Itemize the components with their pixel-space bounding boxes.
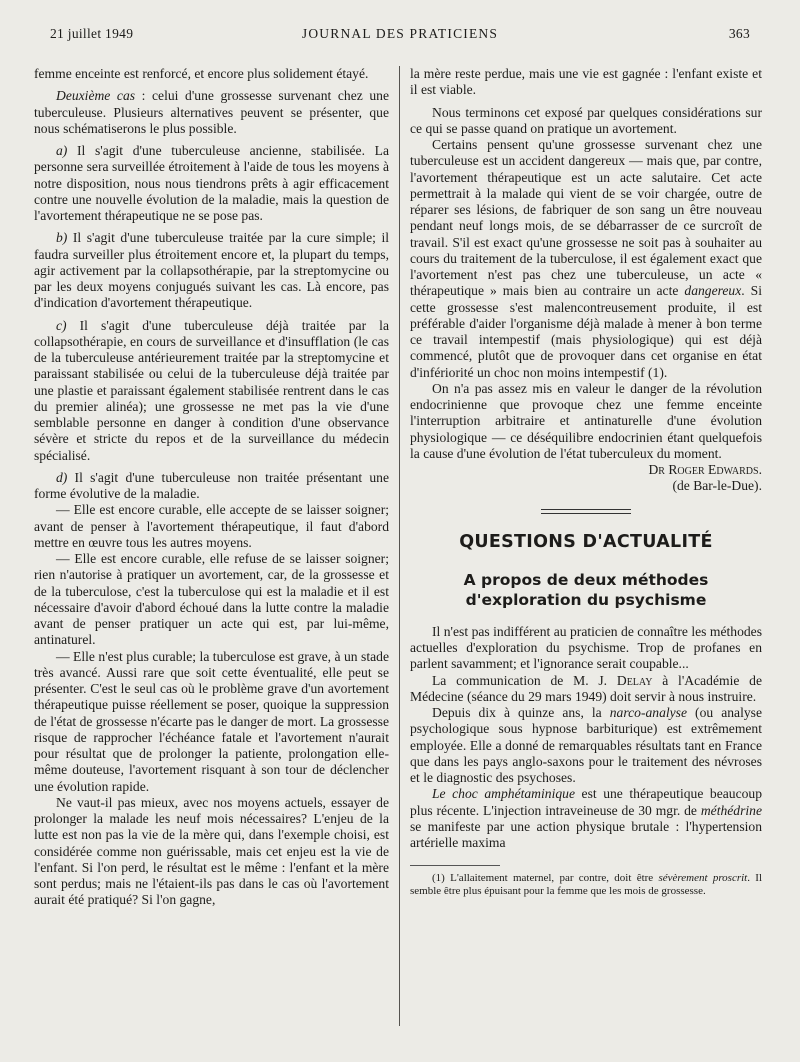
text-run: . Si cette grossesse s'est malencontreusement produite, il est préférable d'aider l'organisme déjà malade à mener à bon terme ce travail intempestif (mais physiologique) qui est déjà commencé, plutôt que de provoquer dans cet organise en état d'infériorité un choc non moins intempestif (1). (410, 283, 762, 380)
emphasis-severement-proscrit: sévèrement proscrit (658, 872, 748, 885)
left-column (34, 66, 389, 909)
running-head (50, 26, 750, 46)
paragraph-endocrine: On n'a pas assez mis en valeur le danger de la révolution endocrinienne que provoque chez une femme enceinte l'interruption arbitraire et antinaturelle d'une évolution physiologique — ce déséquilibre endocrinien étant quelquefois la cause d'une évolution de l'état tuberculeux du moment. (410, 380, 762, 461)
article-title: A propos de deux méthodes d'exploration du psychisme (463, 570, 709, 609)
section-separator (541, 509, 631, 514)
second-case-label: Deuxième cas (56, 88, 136, 104)
footnote (410, 872, 762, 898)
emphasis-choc-amphetaminique: Le choc amphétaminique (432, 786, 575, 802)
paragraph-abortion-discussion (410, 137, 762, 381)
article-paragraph-narco-analyse (410, 705, 762, 786)
article-paragraph-choc (410, 786, 762, 851)
case-a-text: Il s'agit d'une tuberculeuse ancienne, stabilisée. La personne sera surveillée étroitement à l'aide de tous les moyens à notre disposition, nous nous tiendrons prêts à agir efficacement contre une nouvelle évolution de la maladie, mais la question de l'avortement thérapeutique ne se pose pas. (34, 143, 389, 223)
paragraph-conclusion: Ne vaut-il pas mieux, avec nos moyens actuels, essayer de prolonger la malade les neuf mois nécessaires? L'enjeu de la lutte est non pas la vie de la mère qui, dans l'exemple choisi, est considérée comme non guérissable, mais cet enjeu est la vie de l'enfant. Si l'on perd, le résultat est le même : l'enfant et la mère sont perdus; mais ne l'étaient-ils pas dans le cas où l'avortement aurait été pratiqué? Si l'on gagne, (34, 794, 389, 908)
case-d-text: Il s'agit d'une tuberculeuse non traitée présentant une forme évolutive de la maladie. (34, 469, 389, 501)
paragraph-continuation: femme enceinte est renforcé, et encore plus solidement étayé. (34, 66, 369, 81)
paragraph-closing-intro: Nous terminons cet exposé par quelques considérations sur ce qui se passe quand on pratique un avortement. (410, 104, 762, 136)
article-paragraph-intro: Il n'est pas indifférent au praticien de connaître les méthodes actuelles d'exploration du psychisme. Trop de profanes en parlent savamment; et l'ignorance serait coupable... (410, 623, 762, 672)
footnote-rule (410, 865, 500, 866)
text-run: Certains pensent qu'une grossesse survenant chez une tuberculeuse est un accident dangereux — mais que, par contre, l'avortement thérapeutique est un acte salutaire. Cet acte permettrait à la malade qui vient de se voir chargée, outre de réparer ses lésions, de fabriquer de son sang un être nouveau pendant neuf longs mois, de se débarrasser de ce surcroît de travail. S'il est exact qu'une grossesse ne soit pas à souhaiter au cours du traitement de la tuberculose, il est également exact que l'avortement n'est pas chez une tuberculeuse, un acte « thérapeutique » mais bien au contraire un acte (410, 137, 762, 299)
article-body (410, 624, 762, 852)
text-run: est une thérapeutique beaucoup plus récente. L'injection intraveineuse de 30 mgr. de (410, 786, 762, 818)
case-c-text: Il s'agit d'une tuberculeuse déjà traitée par la collapsothérapie, en cours de surveillance et d'insufflation (le cas de la tuberculeuse antérieurement traitée par la streptomycine et paraissant stabilisée ou celui de la tuberculeuse déjà traitée par une plastie et paraissant également stabilisée rentrent dans le cas du premier alinéa); une grossesse ne met pas la vie d'une semblable personne en danger à condition d'une observance sévère et stricte du repos et de la surveillance du médecin spécialisé. (34, 317, 389, 463)
text-run: La communication de M. J. (432, 672, 617, 688)
paragraph-case-c (34, 318, 389, 464)
emphasis-narco-analyse: narco-analyse (609, 705, 688, 720)
paragraph-case-d (34, 470, 389, 503)
author-name-delay: Delay (616, 672, 653, 688)
author-signature: Dr Roger Edwards. (648, 462, 762, 477)
case-b-label: b) (56, 230, 68, 246)
emphasis-dangereux: dangereux (684, 283, 742, 299)
text-run: (1) L'allaitement maternel, par contre, doit être (432, 872, 659, 885)
text-run: . Il semble être plus épuisant pour la femme que les mois de grossesse. (410, 872, 762, 898)
text-run: se manifeste par une action physique brutale : l'hypertension artérielle maxima (410, 818, 762, 850)
right-column (410, 66, 762, 898)
header-date: 21 juillet 1949 (50, 26, 134, 41)
paragraph-case-d-incurable: — Elle n'est plus curable; la tuberculose est grave, à un stade très avancé. Aussi rare que soit cette éventualité, elle peut se présenter. C'est le seul cas où le problème grave d'un avortement thérapeutique puisse réellement se poser, quoique la suppression de l'état de grossesse n'écarte pas le danger de mort. La grossesse risque de rapprocher l'échéance fatale et l'avortement n'aurait pour résultat que de prolonger la patiente, prolongation elle-même douteuse, l'avortement risquant à son tour de déclencher une évolution rapide. (34, 648, 389, 794)
text-run: (ou analyse psychologique sous hypnose barbiturique) est extrêmement employée. Elle a donné de remarquables résultats tant en France que dans les pays anglo-saxons pour le traitement des névroses et le diagnostic des psychoses. (410, 705, 762, 785)
paragraph-case-b (34, 230, 389, 311)
paragraph-second-case (34, 88, 389, 137)
text-run: à l'Académie de Médecine (séance du 29 mars 1949) doit servir à nous instruire. (410, 672, 762, 704)
second-case-text: : celui d'une grossesse survenant chez une tuberculeuse. Plusieurs alternatives peuvent se présenter, que nous schématiserons le plus possible. (34, 88, 389, 136)
section-heading: QUESTIONS D'ACTUALITÉ (459, 531, 713, 552)
column-divider (399, 66, 400, 1026)
paragraph-case-d-curable-accepts: — Elle est encore curable, elle accepte de se laisser soigner; avant de penser à l'avortement thérapeutique, il faut d'abord mettre en œuvre tous les autres moyens. (34, 502, 389, 550)
text-run: Depuis dix à quinze ans, la (432, 705, 610, 720)
author-place: (de Bar-le-Due). (672, 478, 762, 494)
paragraph-case-a (34, 143, 389, 224)
case-c-label: c) (56, 317, 67, 333)
header-page-number: 363 (728, 26, 750, 41)
case-b-text: Il s'agit d'une tuberculeuse traitée par la cure simple; il faudra surveiller plus étroitement encore et, la plupart du temps, agir activement par la collapsothérapie, par la streptomycine ou par les deux moyens conjugués suivant les cas. Là encore, pas d'indication d'avortement thérapeutique. (34, 230, 389, 311)
paragraph-continuation: la mère reste perdue, mais une vie est gagnée : l'enfant existe et il est viable. (410, 66, 762, 98)
paragraph-case-d-curable-refuses: — Elle est encore curable, elle refuse de se laisser soigner; rien n'autorise à pratiquer un avortement, car, de la grossesse et de la tuberculose, c'est la tuberculose qui est la maladie et il est nécessaire d'avoir d'abord échoué dans la lutte contre la maladie avant de penser pratiquer un acte qui est, par lui-même, antinaturel. (34, 551, 389, 648)
case-d-label: d) (56, 469, 68, 485)
article-paragraph-communication (410, 673, 762, 706)
case-a-label: a) (56, 143, 68, 158)
emphasis-methedrine: méthédrine (700, 802, 762, 818)
header-journal-title: JOURNAL DES PRATICIENS (301, 26, 499, 41)
